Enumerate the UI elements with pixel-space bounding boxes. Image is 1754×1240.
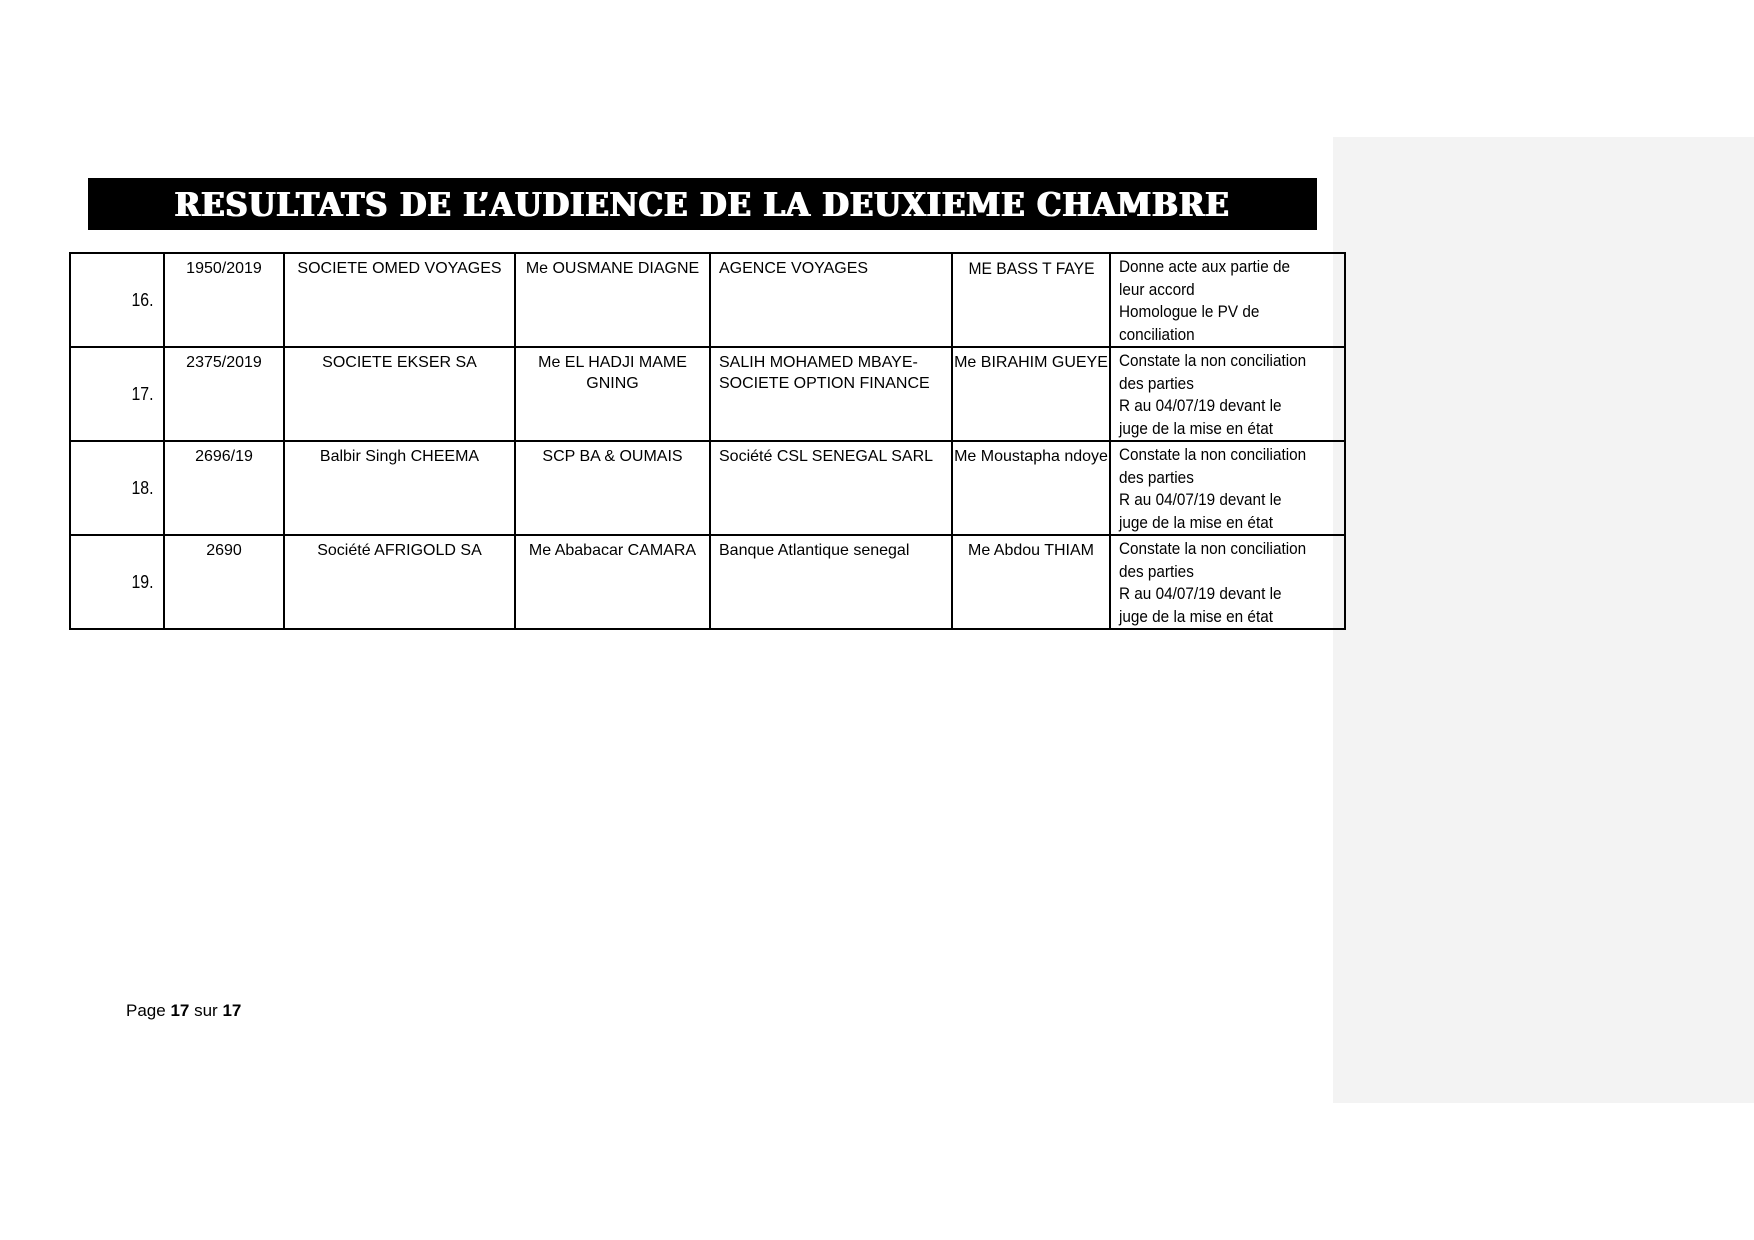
table-row	[70, 441, 1345, 535]
plaintiff-lawyer: SCP BA & OUMAIS	[515, 441, 710, 535]
plaintiff-lawyer: Me Ababacar CAMARA	[515, 535, 710, 629]
row-number: 18.	[70, 441, 164, 535]
plaintiff: Société AFRIGOLD SA	[284, 535, 515, 629]
row-number: 16.	[70, 253, 164, 347]
comment-side-panel	[1333, 137, 1754, 1103]
plaintiff: SOCIETE OMED VOYAGES	[284, 253, 515, 347]
total-pages: 17	[222, 1001, 242, 1020]
results-table	[69, 252, 1346, 630]
defendant-lawyer: Me BIRAHIM GUEYE	[952, 347, 1110, 441]
decision: Constate la non conciliation des parties R au 04/07/19 devant le juge de la mise en état	[1110, 535, 1345, 629]
plaintiff-lawyer: Me EL HADJI MAME GNING	[515, 347, 710, 441]
page-title: RESULTATS DE L’AUDIENCE DE LA DEUXIEME CHAMBRE	[175, 184, 1230, 224]
decision: Constate la non conciliation des parties R au 04/07/19 devant le juge de la mise en état	[1110, 441, 1345, 535]
current-page: 17	[170, 1001, 190, 1020]
case-number: 1950/2019	[164, 253, 284, 347]
case-number: 2696/19	[164, 441, 284, 535]
case-number: 2690	[164, 535, 284, 629]
table-row	[70, 253, 1345, 347]
row-number: 17.	[70, 347, 164, 441]
defendant: SALIH MOHAMED MBAYE-SOCIETE OPTION FINANCE	[710, 347, 952, 441]
defendant-lawyer: Me Abdou THIAM	[952, 535, 1110, 629]
plaintiff-lawyer: Me OUSMANE DIAGNE	[515, 253, 710, 347]
page-footer	[126, 1001, 241, 1021]
defendant: AGENCE VOYAGES	[710, 253, 952, 347]
row-number: 19.	[70, 535, 164, 629]
page-label: Page	[126, 1001, 166, 1020]
table-row	[70, 535, 1345, 629]
defendant: Banque Atlantique senegal	[710, 535, 952, 629]
plaintiff: SOCIETE EKSER SA	[284, 347, 515, 441]
plaintiff: Balbir Singh CHEEMA	[284, 441, 515, 535]
table-row	[70, 347, 1345, 441]
defendant-lawyer: ME BASS T FAYE	[952, 253, 1110, 347]
decision: Donne acte aux partie de leur accord Homologue le PV de conciliation	[1110, 253, 1345, 347]
title-banner	[88, 178, 1317, 230]
case-number: 2375/2019	[164, 347, 284, 441]
defendant-lawyer: Me Moustapha ndoye	[952, 441, 1110, 535]
defendant: Société CSL SENEGAL SARL	[710, 441, 952, 535]
decision: Constate la non conciliation des parties R au 04/07/19 devant le juge de la mise en état	[1110, 347, 1345, 441]
page-separator: sur	[194, 1001, 218, 1020]
